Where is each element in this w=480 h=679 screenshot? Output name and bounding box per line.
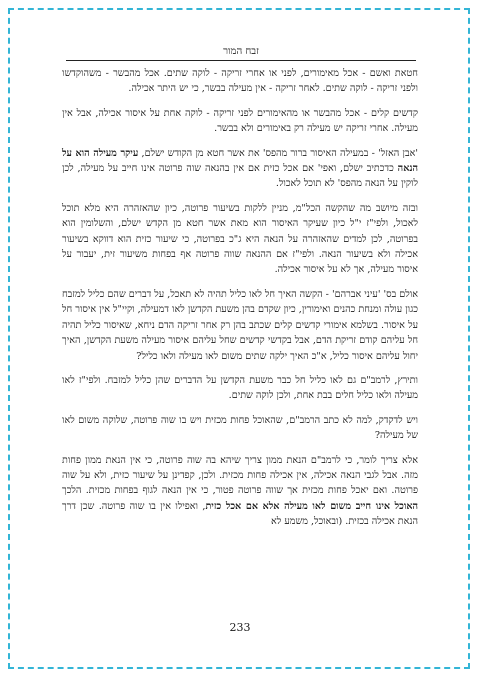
running-header: זבח המור [223, 46, 259, 57]
page-number: 233 [229, 621, 251, 634]
emphasis-phrase: עיקר מעילה הוא על הנאה [62, 147, 418, 175]
paragraph-4: ובזה מיושב מה שהקשה הכל"מ, מניין ללקות בשיעור פרוטה, כיון שהאזהרה היא מלא תוכל לאכול, ולפי"ז י"ל כיון שעיקר האיסור הוא מאת אשר חטא מן הקדש ישלם, והשלומין הוא בפרוטה, לכן למדים שהאזהרה על הנאה היא ג"כ בפרוטה, כי שיעור כזית הוא דווקא בשיעור אכילה ולא בשיעור הנאה. ולפי"ז אם ההנאה שווה פרוטה אף בפחות משיעור זית, יעבור על איסור מעילה, אך לא על איסור אכילה. [62, 202, 418, 276]
paragraph-6: ותירץ, לרמב"ם גם לאו כליל חל כבר משעת הקדשן על הדברים שהן כליל למזבח. ולפי"ז לאו מעילה ולאו כליל חלים בבת אחת, ולכן לוקה שתים. [62, 374, 418, 402]
emphasis-phrase: האוכל אינו חייב משום לאו מעילה אלא אם אכל כזית [205, 500, 418, 512]
paragraph-1: חטאת ואשם - אכל מאימורים, לפני או אחרי זריקה - לוקה שתים. אכל מהבשר - משהוקדשו ולפני זריקה - לוקה שתים. לאחר זריקה - אין מעילה בבשר, כי יש היתר אכילה. [62, 68, 418, 95]
page-body [62, 66, 418, 539]
paragraph-2: קדשים קלים - אכל מהבשר או מהאימורים לפני זריקה - לוקה אחת על איסור אכילה, אבל אין מעילה. אחרי זריקה יש מעילה רק באימורים ולא בבשר. [62, 107, 418, 135]
paragraph-5: אולם בס' 'עיני אברהם' - הקשה האיך חל לאו כליל תהיה לא תאכל, על דברים שהם כליל למזבח כגון עולה ומנחת כהנים ואימורין, כיון שקדם בהן משעת הקדשן לאו דמעילה, וקיי"ל אין איסור חל על איסור. בשלמא אימורי קדשים קלים שכתב בהן רק אחר זריקה הדם ניחא, שאיסור כליל תהיה חל עליהם קודם זריקת הדם, אבל בקדשי קדשים שחל עליהם איסור מעילה משעת הקדשן, האיך יחול עליהם איסור כליל, א"כ האיך ילקה שתים משום לאו מעילה ולאו כליל? [62, 288, 418, 362]
paragraph-8: אלא צריך לומר, כי לרמב"ם הנאת ממון צריך שיהא בה שוה פרוטה, כי אין הנאת ממון פחות מזה. אבל לגבי הנאה אכילה, אין אכילה פחות מכזית. ולכן, קפדינן על שיעור כזית, ולא על שוה פרוטה. ואם יאכל פחות מכזית אך שווה פרוטה פטור, כי אין הנאה לגוף בפחות מכזית. הלכך האוכל אינו חייב משום לאו מעילה אלא אם אכל כזית, ואפילו אין בו שוה פרוטה. שכן דרך הנאת אכילה בכזית. (ובאוכל, משמע לא [62, 454, 418, 528]
paragraph-7: ויש לדקדק, למה לא כתב הרמב"ם, שהאוכל פחות מכזית ויש בו שוה פרוטה, שלוקה משום לאו של מעילה? [62, 414, 418, 442]
paragraph-3: 'אבן האזל' - במעילה האיסור ברור מהפס' את אשר חטא מן הקודש ישלם, עיקר מעילה הוא על הנאה כדכתיב ישלם, ואפי' אם אכל כזית אם אין בהנאה שוה פרוטה אינו חייב על מעילה, לכן לוקין על הנאה מהפס' לא תוכל לאכול. [62, 147, 418, 190]
header-rule [66, 60, 416, 61]
